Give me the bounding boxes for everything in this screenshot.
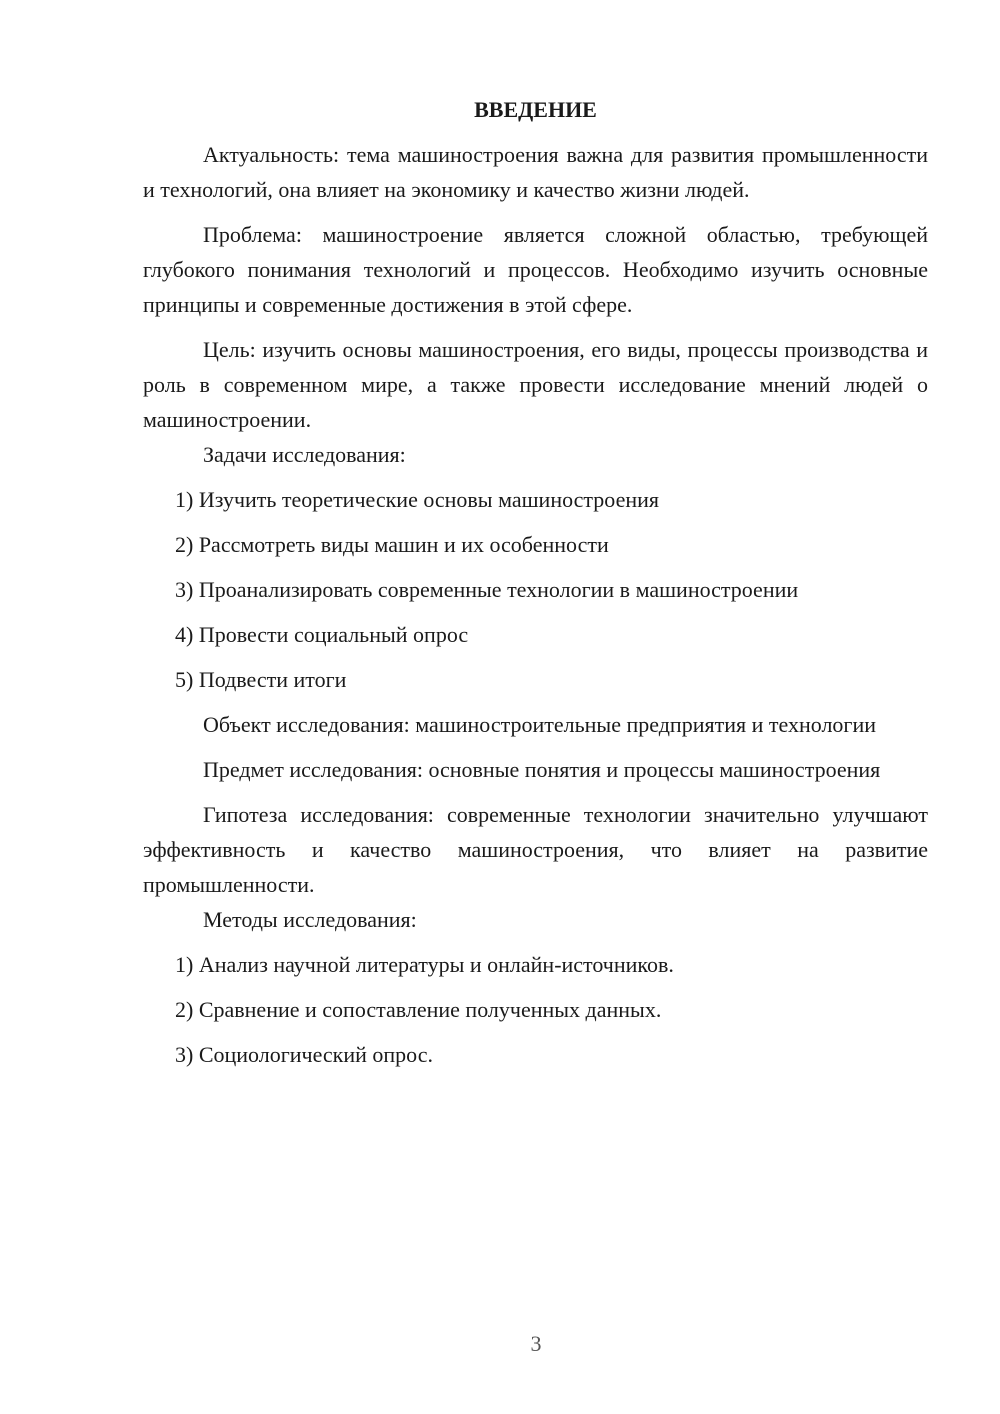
section-title: ВВЕДЕНИЕ <box>474 97 597 122</box>
list-item: 1) Изучить теоретические основы машиностроения <box>175 487 659 512</box>
list-item: 3) Проанализировать современные технологии в машиностроении <box>175 577 799 602</box>
paragraph-goal: Цель: изучить основы машиностроения, его виды, процессы производства и роль в современном мире, а также провести исследование мнений людей о машиностроении. <box>143 337 928 432</box>
paragraph-relevance: Актуальность: тема машиностроения важна для развития промышленности и технологий, она влияет на экономику и качество жизни людей. <box>143 142 928 202</box>
paragraph-problem: Проблема: машиностроение является сложной областью, требующей глубокого понимания технологий и процессов. Необходимо изучить основные принципы и современные достижения в этой сфере. <box>143 222 928 317</box>
paragraph-subject: Предмет исследования: основные понятия и процессы машиностроения <box>203 757 881 782</box>
list-item: 2) Рассмотреть виды машин и их особенности <box>175 532 609 557</box>
methods-heading: Методы исследования: <box>203 907 417 932</box>
paragraph-hypothesis: Гипотеза исследования: современные технологии значительно улучшают эффективность и качество машиностроения, что влияет на развитие промышленности. <box>143 802 928 897</box>
list-item: 2) Сравнение и сопоставление полученных данных. <box>175 997 662 1022</box>
list-item: 5) Подвести итоги <box>175 667 347 692</box>
list-item: 3) Социологический опрос. <box>175 1042 433 1067</box>
list-item: 1) Анализ научной литературы и онлайн-источников. <box>175 952 674 977</box>
methods-list <box>143 947 928 1072</box>
tasks-heading: Задачи исследования: <box>203 442 406 467</box>
document-page <box>143 92 928 1072</box>
tasks-list <box>143 482 928 697</box>
paragraph-object: Объект исследования: машиностроительные предприятия и технологии <box>203 712 876 737</box>
page-number: 3 <box>530 1331 542 1356</box>
list-item: 4) Провести социальный опрос <box>175 622 469 647</box>
